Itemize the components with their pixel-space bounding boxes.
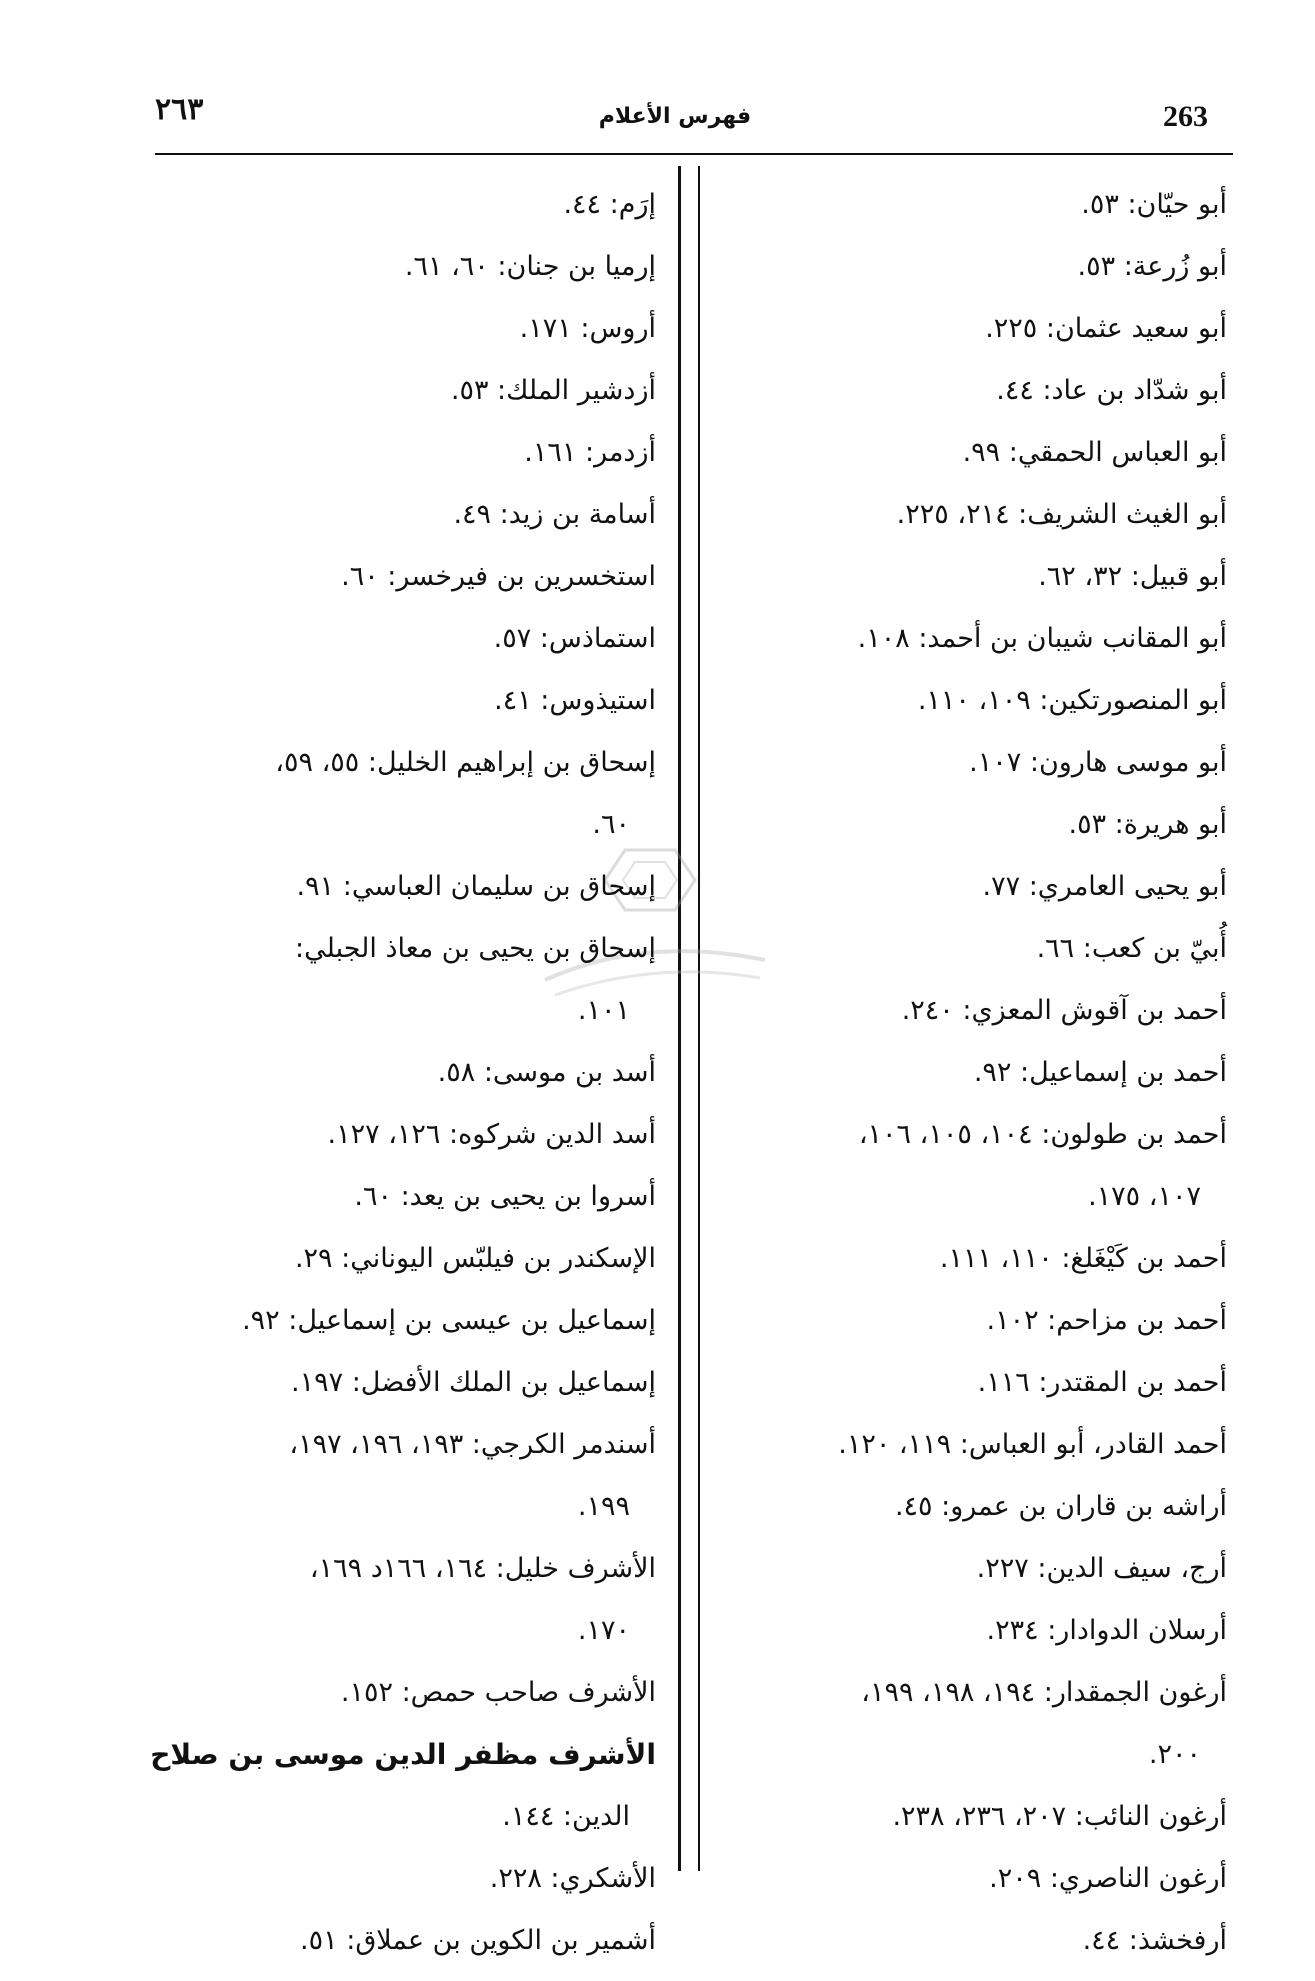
running-title: فهرس الأعلام (598, 104, 752, 129)
index-entry: أحمد القادر، أبو العباس: ١١٩، ١٢٠. (838, 1429, 1227, 1460)
index-entry: أزدمر: ١٦١. (524, 437, 656, 468)
index-entry: أبو العباس الحمقي: ٩٩. (962, 437, 1227, 468)
page-number-latin: 263 (1163, 100, 1208, 133)
index-entry: أحمد بن كَيْغَلغ: ١١٠، ١١١. (939, 1243, 1227, 1274)
index-entry: أحمد بن المقتدر: ١١٦. (977, 1367, 1227, 1398)
index-entry-continuation: ٢٠٠. (1148, 1739, 1201, 1770)
index-entry: أحمد بن مزاحم: ١٠٢. (986, 1305, 1227, 1336)
index-entry: أبو شدّاد بن عاد: ٤٤. (996, 375, 1227, 406)
index-entry: أبو الغيث الشريف: ٢١٤، ٢٢٥. (896, 499, 1227, 530)
index-entry-continuation: ٦٠. (592, 809, 630, 840)
index-entry: أبو المنصورتكين: ١٠٩، ١١٠. (917, 685, 1227, 716)
index-column-right (727, 183, 1227, 1981)
index-entry-continuation: ١٠١. (577, 995, 630, 1026)
index-entry: الأشرف صاحب حمص: ١٥٢. (340, 1677, 656, 1708)
index-entry: أرسلان الدوادار: ٢٣٤. (986, 1615, 1227, 1646)
index-entry: أبو هريرة: ٥٣. (1068, 809, 1227, 840)
index-entry: أُبيّ بن كعب: ٦٦. (1036, 933, 1227, 964)
index-entry: إرميا بن جنان: ٦٠، ٦١. (404, 251, 656, 282)
index-entry: استماذس: ٥٧. (493, 623, 656, 654)
index-entry: إسحاق بن يحيى بن معاذ الجبلي: (295, 933, 656, 964)
index-entry: أشمير بن الكوين بن عملاق: ٥١. (300, 1925, 656, 1956)
index-entry: أبو المقانب شيبان بن أحمد: ١٠٨. (857, 623, 1227, 654)
index-entry: أرغون الجمقدار: ١٩٤، ١٩٨، ١٩٩، (861, 1677, 1227, 1708)
index-entry: إسماعيل بن عيسى بن إسماعيل: ٩٢. (242, 1305, 656, 1336)
index-entry-continuation: ١٩٩. (577, 1491, 630, 1522)
index-entry: أحمد بن آقوش المعزي: ٢٤٠. (901, 995, 1227, 1026)
index-entry: أرج، سيف الدين: ٢٢٧. (976, 1553, 1227, 1584)
index-entry: الإسكندر بن فيلبّس اليوناني: ٢٩. (294, 1243, 656, 1274)
header-rule (155, 153, 1233, 155)
index-entry-continuation: ١٠٧، ١٧٥. (1088, 1181, 1201, 1212)
index-entry: إسماعيل بن الملك الأفضل: ١٩٧. (291, 1367, 656, 1398)
index-entry: أسامة بن زيد: ٤٩. (453, 499, 656, 530)
index-entry: أبو موسى هارون: ١٠٧. (969, 747, 1227, 778)
index-entry: أحمد بن إسماعيل: ٩٢. (973, 1057, 1227, 1088)
index-entry: أسندمر الكرجي: ١٩٣، ١٩٦، ١٩٧، (289, 1429, 656, 1460)
index-entry: أسد بن موسى: ٥٨. (437, 1057, 656, 1088)
index-entry: أرفخشذ: ٤٤. (1082, 1925, 1227, 1956)
index-entry: أحمد بن طولون: ١٠٤، ١٠٥، ١٠٦، (858, 1119, 1227, 1150)
index-entry: أراشه بن قاران بن عمرو: ٤٥. (894, 1491, 1227, 1522)
index-entry: الأشرف خليل: ١٦٤، ١٦٦د ١٦٩، (309, 1553, 656, 1584)
index-entry: استيذوس: ٤١. (494, 685, 656, 716)
index-entry: أسروا بن يحيى بن يعد: ٦٠. (354, 1181, 656, 1212)
index-entry: أرغون النائب: ٢٠٧، ٢٣٦، ٢٣٨. (892, 1801, 1227, 1832)
index-entry: الأشكري: ٢٢٨. (489, 1863, 656, 1894)
index-entry: استخسرين بن فيرخسر: ٦٠. (341, 561, 656, 592)
index-entry-continuation: الدين: ١٤٤. (502, 1801, 630, 1832)
index-entry: أبو زُرعة: ٥٣. (1077, 251, 1227, 282)
index-entry: أسد الدين شركوه: ١٢٦، ١٢٧. (327, 1119, 656, 1150)
index-column-left (146, 183, 656, 1981)
index-entry: أبو يحيى العامري: ٧٧. (982, 871, 1227, 902)
index-entry: الأشرف مظفر الدين موسى بن صلاح (150, 1738, 656, 1771)
index-entry: أبو سعيد عثمان: ٢٢٥. (985, 313, 1227, 344)
index-entry: أبو قبيل: ٣٢، ٦٢. (1038, 561, 1227, 592)
index-entry: أزدشير الملك: ٥٣. (450, 375, 656, 406)
index-entry-continuation: ١٧٠. (577, 1615, 630, 1646)
index-entry: إسحاق بن سليمان العباسي: ٩١. (296, 871, 656, 902)
index-entry: أرغون الناصري: ٢٠٩. (989, 1863, 1227, 1894)
page-number-arabic: ٢٦٣ (155, 92, 204, 127)
index-entry: إرَم: ٤٤. (563, 189, 656, 220)
index-entry: أروس: ١٧١. (519, 313, 656, 344)
index-entry: إسحاق بن إبراهيم الخليل: ٥٥، ٥٩، (275, 747, 656, 778)
index-entry: أبو حيّان: ٥٣. (1081, 189, 1227, 220)
